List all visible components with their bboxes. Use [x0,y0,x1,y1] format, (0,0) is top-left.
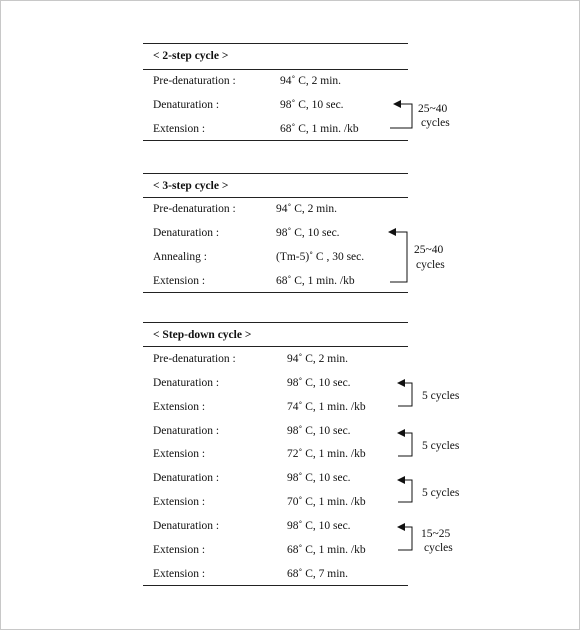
step-label: Denaturation : [153,472,220,484]
loop-bracket-arrow-icon [389,232,407,282]
step-value: 68˚ C, 1 min. /kb [280,123,359,135]
step-label: Extension : [153,401,206,413]
loop-bracket-arrow-icon [398,480,412,502]
cycle-count-label: 25~40 [418,103,448,115]
step-value: 70˚ C, 1 min. /kb [287,496,366,508]
step-label: Extension : [153,448,206,460]
step-label: Extension : [153,275,206,287]
step-label: Extension : [153,544,206,556]
step-value: 94˚ C, 2 min. [287,353,349,365]
step-label: Denaturation : [153,227,220,239]
loop-bracket-arrow-icon [398,383,412,406]
step-value: 98˚ C, 10 sec. [287,472,351,484]
cycle-count-label: 5 cycles [422,487,460,499]
cycle-count-label: cycles [424,542,453,554]
step-label: Denaturation : [153,520,220,532]
step-value: 68˚ C, 1 min. /kb [276,275,355,287]
section-title: < Step-down cycle > [153,329,252,341]
step-value: 98˚ C, 10 sec. [287,377,351,389]
step-label: Denaturation : [153,425,220,437]
cycle-count-label: cycles [416,259,445,271]
step-value: 68˚ C, 1 min. /kb [287,544,366,556]
step-value: 68˚ C, 7 min. [287,568,349,580]
step-label: Pre-denaturation : [153,75,236,87]
cycle-count-label: 5 cycles [422,390,460,402]
step-label: Denaturation : [153,99,220,111]
step-label: Annealing : [153,251,207,263]
step-value: 98˚ C, 10 sec. [280,99,344,111]
step-label: Pre-denaturation : [153,203,236,215]
step-label: Pre-denaturation : [153,353,236,365]
cycle-count-label: 25~40 [414,244,444,256]
step-value: (Tm-5)˚ C , 30 sec. [276,251,365,263]
cycle-count-label: 15~25 [421,528,451,540]
step-value: 94˚ C, 2 min. [276,203,338,215]
loop-bracket-arrow-icon [398,433,412,456]
loop-bracket-arrow-icon [398,527,412,550]
step-label: Denaturation : [153,377,220,389]
step-label: Extension : [153,123,206,135]
cycle-count-label: 5 cycles [422,440,460,452]
step-value: 94˚ C, 2 min. [280,75,342,87]
step-value: 98˚ C, 10 sec. [287,520,351,532]
loop-bracket-arrow-icon [390,104,412,128]
step-value: 98˚ C, 10 sec. [287,425,351,437]
step-value: 74˚ C, 1 min. /kb [287,401,366,413]
step-value: 98˚ C, 10 sec. [276,227,340,239]
step-value: 72˚ C, 1 min. /kb [287,448,366,460]
step-label: Extension : [153,496,206,508]
section-title: < 3-step cycle > [153,180,229,192]
step-label: Extension : [153,568,206,580]
section-title: < 2-step cycle > [153,50,229,62]
cycle-count-label: cycles [421,117,450,129]
